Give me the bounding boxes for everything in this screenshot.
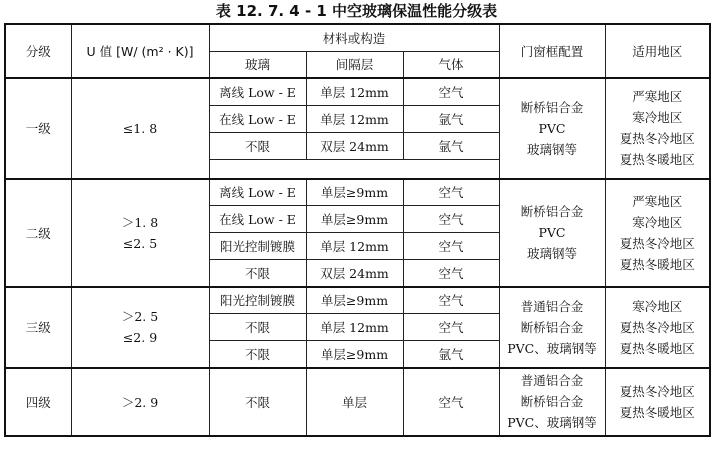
u-value-text: ＞2. 9 [121,394,159,410]
gas-cell: 空气 [403,78,499,105]
region-line: 夏热冬冷地区 [619,131,695,147]
frame-line: PVC [538,120,566,136]
grade-cell: 三级 [5,287,71,368]
frame-line: 断桥铝合金 [520,99,584,115]
spacer-cell: 单层 12mm [306,78,403,105]
frame-line: 普通铝合金 [520,373,584,388]
frame-line: 断桥铝合金 [520,204,584,219]
frame-line: 断桥铝合金 [520,319,584,335]
header-spacer: 间隔层 [306,51,403,78]
grade-cell: 四级 [5,368,71,436]
u-value-cell [71,287,209,368]
spacer-cell: 单层≥9mm [306,206,403,233]
glass-cell: 离线 Low - E [209,78,306,105]
spacer-cell: 单层≥9mm [306,341,403,368]
spacer-cell: 双层 24mm [306,132,403,159]
gas-cell: 氩气 [403,341,499,368]
region-cell [605,179,710,287]
glass-cell: 不限 [209,368,306,436]
glass-cell: 不限 [209,260,306,287]
u-value-cell [71,78,209,179]
header-region: 适用地区 [605,24,710,78]
header-gas: 气体 [403,51,499,78]
header-u-value: U 值 [W/ (m² · K)] [71,24,209,78]
header-grade: 分级 [5,24,71,78]
gas-cell: 空气 [403,314,499,341]
glass-cell: 离线 Low - E [209,179,306,206]
gas-cell: 氩气 [403,132,499,159]
gas-cell: 空气 [403,233,499,260]
region-line: 严寒地区 [632,193,683,209]
glass-cell: 在线 Low - E [209,105,306,132]
insulation-grade-table [4,23,711,437]
u-value-cell [71,368,209,436]
spacer-cell: 单层≥9mm [306,179,403,206]
gas-cell: 氩气 [403,105,499,132]
frame-line: 玻璃钢等 [526,141,577,157]
region-cell [605,287,710,368]
frame-cell [499,368,605,436]
region-line: 夏热冬暖地区 [619,404,695,420]
region-line: 寒冷地区 [632,110,683,126]
u-value-text: ≤2. 5 [122,235,158,251]
region-line: 夏热冬暖地区 [619,256,695,272]
frame-cell [499,287,605,368]
gas-cell: 空气 [403,260,499,287]
grade-cell: 二级 [5,179,71,287]
gas-cell: 空气 [403,179,499,206]
gas-cell: 空气 [403,206,499,233]
gas-cell: 空气 [403,287,499,314]
glass-cell: 阳光控制镀膜 [209,287,306,314]
u-value-text: ＞1. 8 [121,214,159,230]
u-value-text: ≤1. 8 [122,120,158,136]
spacer-cell: 双层 24mm [306,260,403,287]
region-line: 寒冷地区 [632,298,683,314]
region-line: 夏热冬暖地区 [619,340,695,356]
frame-line: 断桥铝合金 [520,394,584,409]
blank-cell [209,159,499,179]
spacer-cell: 单层 12mm [306,105,403,132]
frame-line: PVC、玻璃钢等 [507,340,597,356]
glass-cell: 不限 [209,314,306,341]
region-line: 夏热冬暖地区 [619,152,695,168]
u-value-text: ≤2. 9 [122,330,158,345]
frame-line: PVC、玻璃钢等 [507,415,597,430]
header-frame: 门窗框配置 [499,24,605,78]
spacer-cell: 单层 [306,368,403,436]
region-cell [605,368,710,436]
frame-cell [499,179,605,287]
spacer-cell: 单层≥9mm [306,287,403,314]
glass-cell: 不限 [209,132,306,159]
glass-cell: 阳光控制镀膜 [209,233,306,260]
glass-cell: 不限 [209,341,306,368]
region-line: 夏热冬冷地区 [619,383,695,399]
u-value-text: ＞2. 5 [121,309,159,324]
grade-cell: 一级 [5,78,71,179]
gas-cell: 空气 [403,368,499,436]
frame-cell [499,78,605,179]
header-materials: 材料或构造 [209,24,499,51]
region-line: 夏热冬冷地区 [619,319,695,335]
frame-line: 普通铝合金 [520,298,584,314]
table-title: 表 12. 7. 4 - 1 中空玻璃保温性能分级表 [215,2,498,20]
frame-line: PVC [538,225,566,240]
spacer-cell: 单层 12mm [306,233,403,260]
glass-cell: 在线 Low - E [209,206,306,233]
spacer-cell: 单层 12mm [306,314,403,341]
frame-line: 玻璃钢等 [526,246,577,261]
header-glass: 玻璃 [209,51,306,78]
region-line: 夏热冬冷地区 [619,235,695,251]
region-line: 寒冷地区 [632,214,683,230]
u-value-cell [71,179,209,287]
region-line: 严寒地区 [632,89,683,105]
region-cell [605,78,710,179]
